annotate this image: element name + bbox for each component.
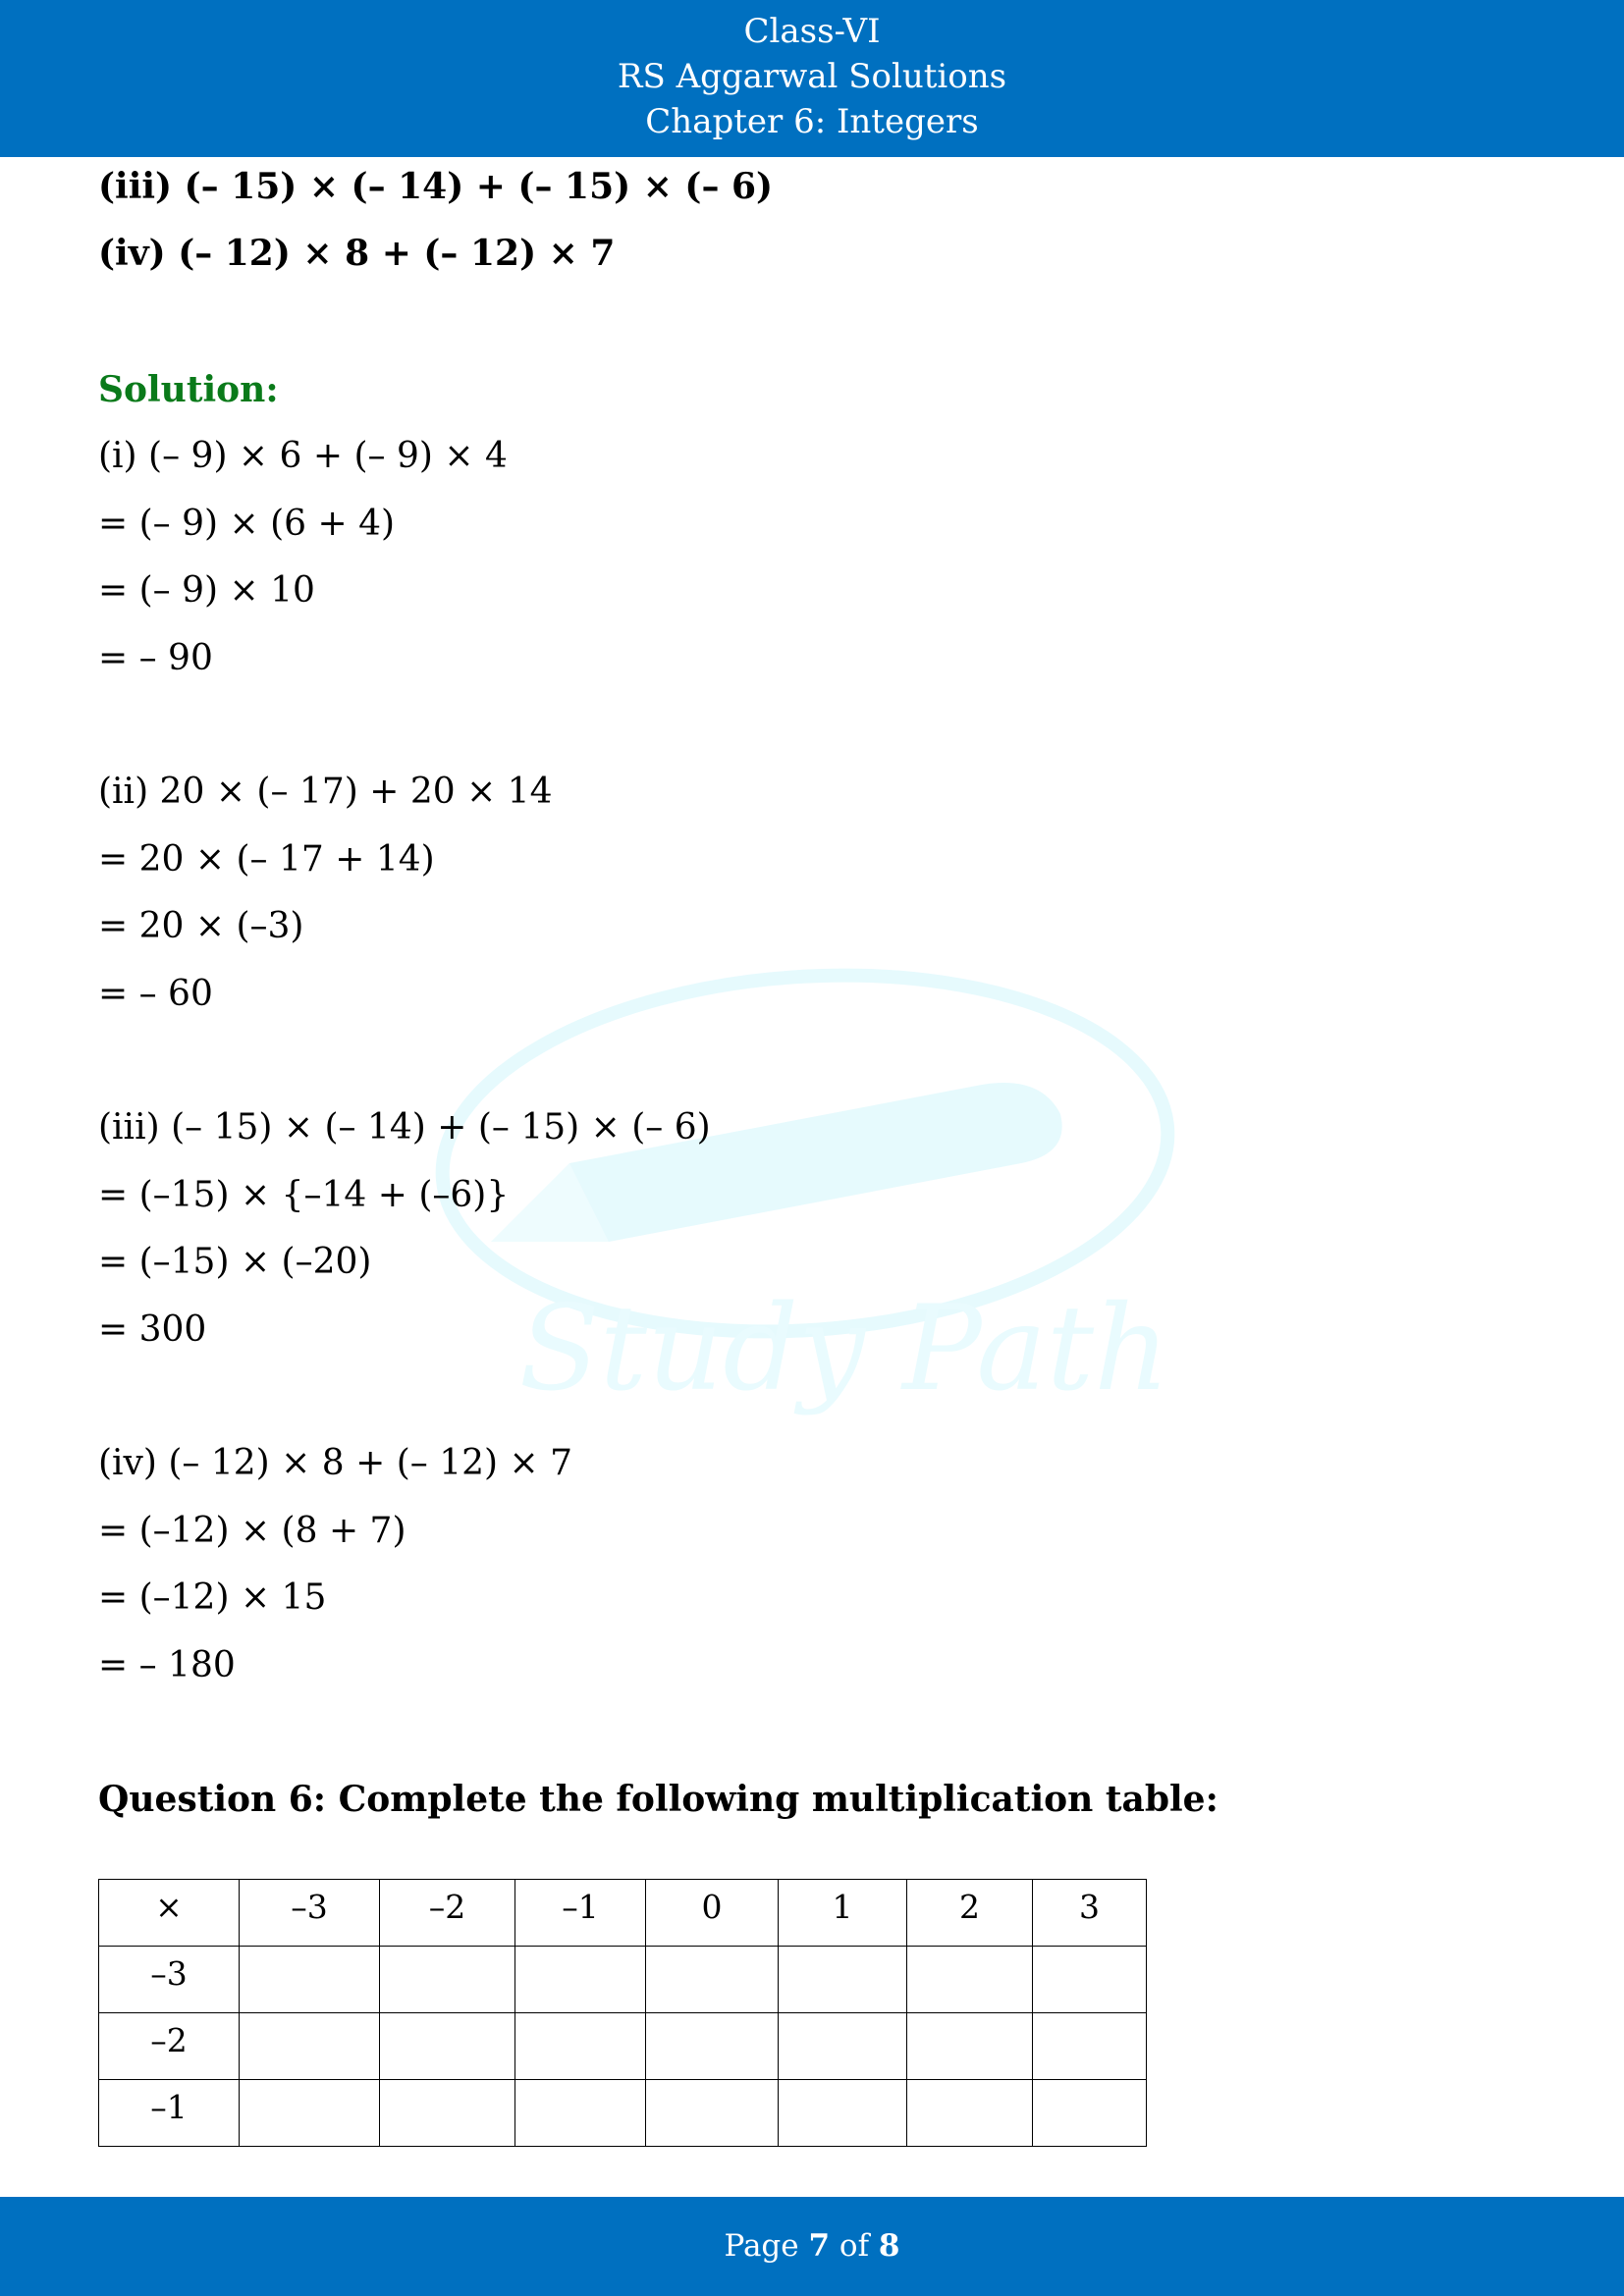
footer-of: of bbox=[830, 2228, 879, 2264]
table-header-cell: 1 bbox=[779, 1880, 907, 1947]
table-header-cell: × bbox=[99, 1880, 240, 1947]
table-header-cell: 0 bbox=[646, 1880, 779, 1947]
header-class: Class-VI bbox=[743, 12, 881, 51]
table-header-row bbox=[99, 1880, 1147, 1947]
solution-iv-line: = (–12) × 15 bbox=[98, 1577, 327, 1618]
table-row-header: –1 bbox=[99, 2080, 240, 2147]
table-cell bbox=[1033, 2080, 1147, 2147]
table-header-cell: 2 bbox=[907, 1880, 1033, 1947]
table-cell bbox=[907, 1947, 1033, 2013]
table-cell bbox=[779, 2013, 907, 2080]
solution-i-line: (i) (– 9) × 6 + (– 9) × 4 bbox=[98, 436, 508, 476]
table-cell bbox=[515, 1947, 646, 2013]
multiplication-table bbox=[98, 1879, 1147, 2147]
table-cell bbox=[907, 2013, 1033, 2080]
table-header-cell: –2 bbox=[380, 1880, 515, 1947]
solution-iv-line: = (–12) × (8 + 7) bbox=[98, 1511, 406, 1551]
table-cell bbox=[907, 2080, 1033, 2147]
solution-ii-line: (ii) 20 × (– 17) + 20 × 14 bbox=[98, 772, 553, 812]
solution-label: Solution: bbox=[98, 369, 279, 410]
solution-i-line: = – 90 bbox=[98, 638, 213, 678]
solution-iv-line: (iv) (– 12) × 8 + (– 12) × 7 bbox=[98, 1443, 573, 1483]
table-cell bbox=[380, 2080, 515, 2147]
table-cell bbox=[515, 2013, 646, 2080]
table-header-cell: –1 bbox=[515, 1880, 646, 1947]
table-cell bbox=[646, 1947, 779, 2013]
table-header-cell: –3 bbox=[240, 1880, 380, 1947]
table-cell bbox=[380, 1947, 515, 2013]
watermark-text: Study Path bbox=[518, 1281, 1170, 1417]
solution-i-line: = (– 9) × (6 + 4) bbox=[98, 504, 396, 544]
table-cell bbox=[646, 2013, 779, 2080]
table-cell bbox=[1033, 1947, 1147, 2013]
question-6-heading: Question 6: Complete the following multiplication table: bbox=[98, 1779, 1218, 1820]
table-cell bbox=[240, 1947, 380, 2013]
solution-iv-line: = – 180 bbox=[98, 1645, 236, 1685]
table-row bbox=[99, 2013, 1147, 2080]
solution-ii-line: = 20 × (– 17 + 14) bbox=[98, 839, 435, 880]
question-part-iv: (iv) (– 12) × 8 + (– 12) × 7 bbox=[98, 233, 616, 274]
table-row-header: –2 bbox=[99, 2013, 240, 2080]
table-cell bbox=[240, 2080, 380, 2147]
table-cell bbox=[779, 1947, 907, 2013]
table-cell bbox=[515, 2080, 646, 2147]
solution-iii-line: = (–15) × {–14 + (–6)} bbox=[98, 1175, 510, 1215]
table-cell bbox=[779, 2080, 907, 2147]
solution-i-line: = (– 9) × 10 bbox=[98, 570, 315, 611]
solution-iii-line: = (–15) × (–20) bbox=[98, 1242, 372, 1282]
question-part-iii: (iii) (– 15) × (– 14) + (– 15) × (– 6) bbox=[98, 166, 774, 207]
table-row bbox=[99, 1947, 1147, 2013]
header-book-title: RS Aggarwal Solutions bbox=[617, 57, 1007, 96]
table-cell bbox=[646, 2080, 779, 2147]
table-cell bbox=[240, 2013, 380, 2080]
table-header-cell: 3 bbox=[1033, 1880, 1147, 1947]
solution-iii-line: = 300 bbox=[98, 1309, 207, 1350]
solution-iii-line: (iii) (– 15) × (– 14) + (– 15) × (– 6) bbox=[98, 1107, 711, 1148]
table-row-header: –3 bbox=[99, 1947, 240, 2013]
footer-prefix: Page bbox=[724, 2228, 809, 2264]
page-footer bbox=[0, 2197, 1624, 2296]
table-cell bbox=[380, 2013, 515, 2080]
solution-ii-line: = 20 × (–3) bbox=[98, 906, 304, 946]
table-row bbox=[99, 2080, 1147, 2147]
page-header bbox=[0, 0, 1624, 157]
current-page-number: 7 bbox=[808, 2228, 831, 2264]
header-chapter: Chapter 6: Integers bbox=[645, 102, 979, 141]
table-cell bbox=[1033, 2013, 1147, 2080]
total-pages: 8 bbox=[878, 2228, 900, 2264]
study-path-watermark-logo bbox=[432, 967, 1198, 1458]
solution-ii-line: = – 60 bbox=[98, 974, 213, 1014]
